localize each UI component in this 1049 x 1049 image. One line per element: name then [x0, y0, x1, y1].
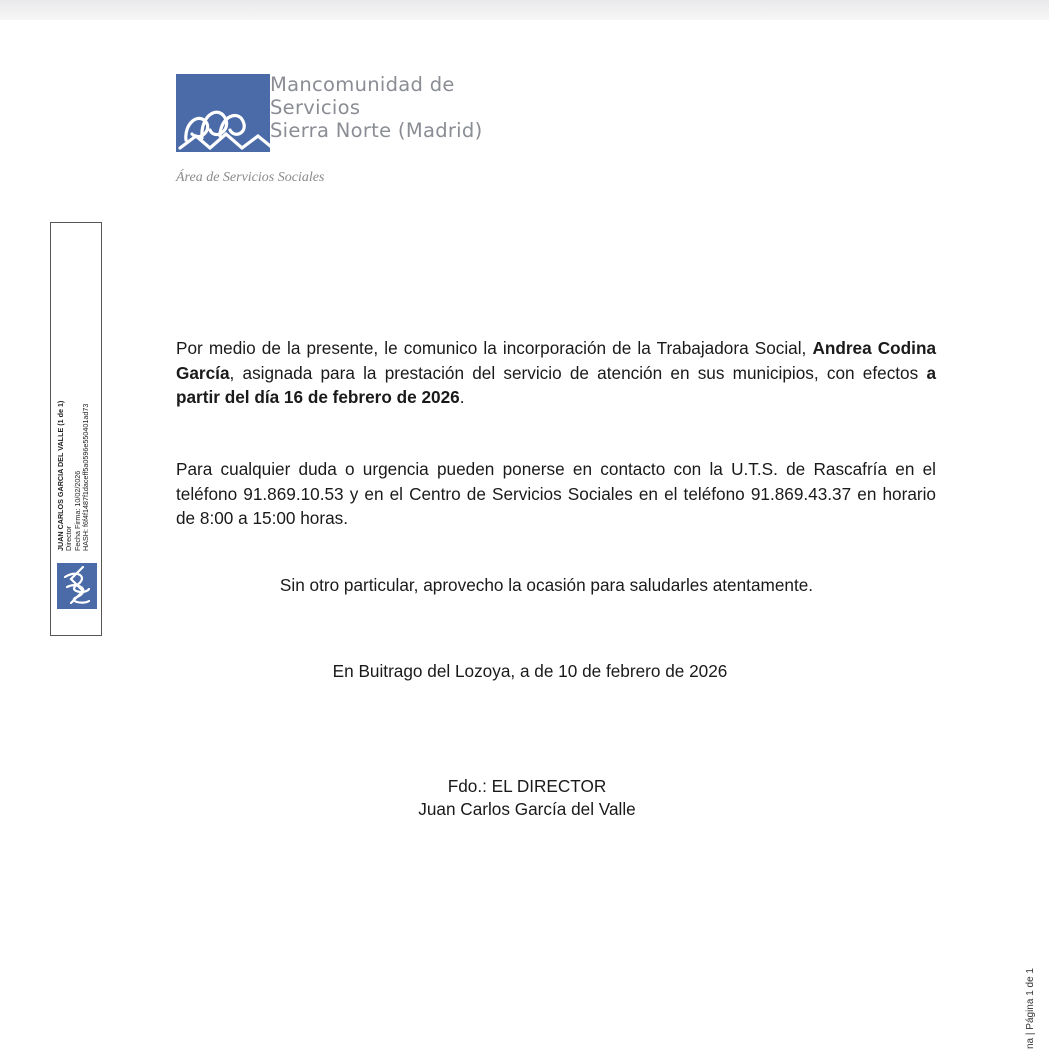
department-label: Área de Servicios Sociales	[176, 170, 325, 185]
signature-name: Juan Carlos García del Valle	[418, 799, 636, 819]
org-name-line-2: Servicios	[270, 96, 361, 119]
body-paragraph-2: Para cualquier duda o urgencia pueden ponerse en contacto con la U.T.S. de Rascafría en el teléfono 91.869.10.53 y en el Centro de Servicios Sociales en el teléfono 91.869.43.37 en horario de 8:00 a 15:00 horas.	[176, 459, 936, 528]
org-name-line-3: Sierra Norte (Madrid)	[270, 119, 483, 142]
page-number: na | Página 1 de 1	[1025, 968, 1036, 1049]
p1-text-a: Por medio de la presente, le comunico la incorporación de la Trabajadora Social,	[176, 338, 813, 358]
body-paragraph-1	[176, 336, 936, 410]
org-name	[270, 73, 483, 142]
p1-text-c: .	[459, 387, 465, 407]
page-footer	[1022, 955, 1042, 1049]
stamp-hash: HASH: f6f4f1487f1daceff5a0596e550401ad73	[81, 403, 91, 551]
org-logo	[176, 74, 270, 158]
effective-date: a partir del día 16 de febrero de 2026	[176, 362, 936, 407]
stamp-role: Director	[64, 525, 74, 551]
viewer-top-bar	[0, 0, 1049, 20]
p1-text-b: , asignada para la prestación del servicio de atención en sus municipios, con efectos	[229, 362, 927, 383]
worker-name: Andrea Codina García	[176, 338, 937, 383]
closing-line: Sin otro particular, aprovecho la ocasión para saludarles atentamente.	[279, 575, 814, 595]
org-name-line-1: Mancomunidad de	[270, 73, 455, 96]
stamp-signer: JUAN CARLOS GARCIA DEL VALLE (1 de 1)	[56, 400, 65, 551]
place-date: En Buitrago del Lozoya, a de 10 de febrero de 2026	[332, 661, 728, 681]
stamp-date: Fecha Firma: 10/02/2026	[72, 470, 82, 551]
stamp-text	[57, 351, 97, 551]
signature-title: Fdo.: EL DIRECTOR	[447, 776, 607, 796]
